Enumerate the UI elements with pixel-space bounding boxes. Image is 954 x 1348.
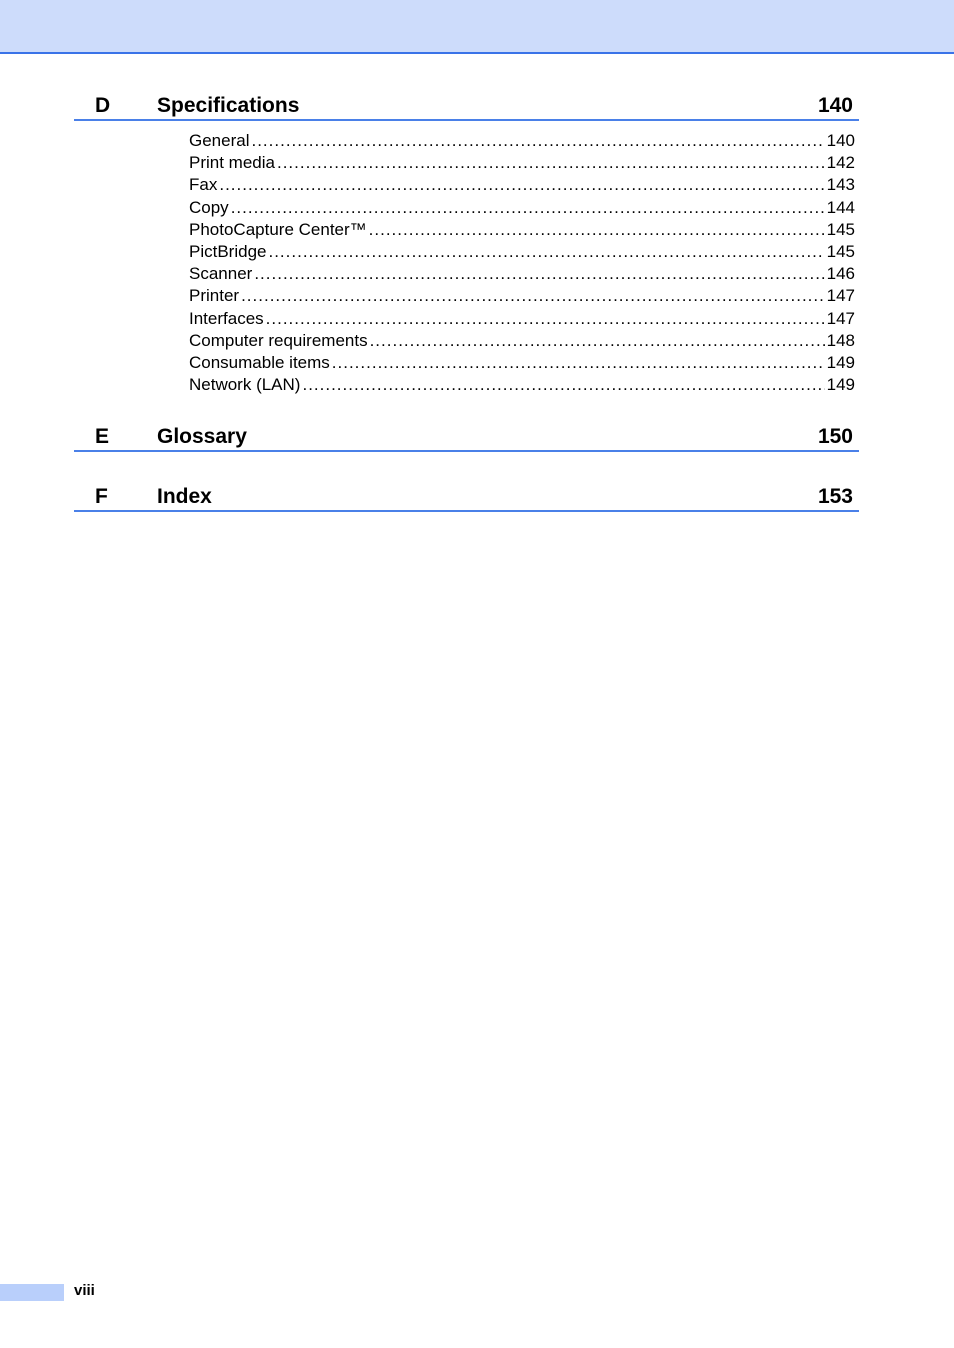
toc-entry[interactable] — [189, 220, 859, 242]
leader-dots — [268, 242, 824, 262]
entry-page: 149 — [826, 375, 855, 395]
entry-name: Copy — [189, 197, 229, 217]
entry-name: Computer requirements — [189, 330, 368, 350]
entry-page: 146 — [826, 264, 855, 284]
leader-dots — [332, 353, 825, 373]
leader-dots — [266, 309, 825, 329]
chapter-page: 150 — [817, 425, 853, 449]
toc-entry[interactable] — [189, 353, 859, 375]
entry-page: 142 — [826, 153, 855, 173]
leader-dots — [241, 286, 825, 306]
leader-dots — [251, 131, 824, 151]
entry-name: Interfaces — [189, 308, 264, 328]
entry-name: Fax — [189, 175, 218, 195]
entry-page: 145 — [826, 241, 855, 261]
entry-page: 149 — [826, 352, 855, 372]
toc-entry[interactable] — [189, 309, 859, 331]
leader-dots — [302, 375, 824, 395]
entry-name: Network (LAN) — [189, 375, 301, 395]
entry-name: PictBridge — [189, 241, 267, 261]
entry-name: Print media — [189, 153, 275, 173]
leader-dots — [370, 331, 825, 351]
chapter-page: 153 — [817, 485, 853, 509]
entry-name: Consumable items — [189, 352, 330, 372]
chapter-d-heading[interactable] — [74, 88, 859, 121]
toc-entry[interactable] — [189, 286, 859, 308]
toc-entry[interactable] — [189, 242, 859, 264]
chapter-d-entries — [74, 121, 859, 397]
entry-page: 145 — [826, 219, 855, 239]
toc-entry[interactable] — [189, 264, 859, 286]
entry-page: 147 — [826, 308, 855, 328]
entry-page: 143 — [826, 175, 855, 195]
entry-page: 147 — [826, 286, 855, 306]
toc-entry[interactable] — [189, 375, 859, 397]
toc-entry[interactable] — [189, 175, 859, 197]
entry-page: 140 — [826, 131, 855, 150]
toc-entry[interactable] — [189, 198, 859, 220]
leader-dots — [277, 153, 825, 173]
leader-dots — [231, 198, 825, 218]
toc-entry[interactable] — [189, 131, 859, 153]
leader-dots — [219, 175, 824, 195]
chapter-e-heading[interactable] — [74, 419, 859, 452]
chapter-title: Specifications — [157, 94, 300, 117]
chapter-letter: D — [95, 94, 111, 117]
entry-name: General — [189, 131, 250, 150]
leader-dots — [254, 264, 824, 284]
toc-entry[interactable] — [189, 331, 859, 353]
chapter-f-heading[interactable] — [74, 479, 859, 512]
table-of-contents — [74, 88, 859, 512]
chapter-title: Glossary — [157, 425, 247, 449]
chapter-title: Index — [157, 485, 212, 509]
footer-tab — [0, 1284, 64, 1301]
header-band — [0, 0, 954, 54]
entry-name: PhotoCapture Center™ — [189, 219, 367, 239]
entry-page: 148 — [826, 330, 855, 350]
chapter-page: 140 — [817, 94, 853, 117]
entry-name: Scanner — [189, 264, 253, 284]
chapter-letter: F — [95, 485, 108, 509]
footer-page-number: viii — [74, 1282, 95, 1299]
entry-page: 144 — [826, 197, 855, 217]
entry-name: Printer — [189, 286, 240, 306]
chapter-letter: E — [95, 425, 110, 449]
toc-entry[interactable] — [189, 153, 859, 175]
leader-dots — [369, 220, 825, 240]
